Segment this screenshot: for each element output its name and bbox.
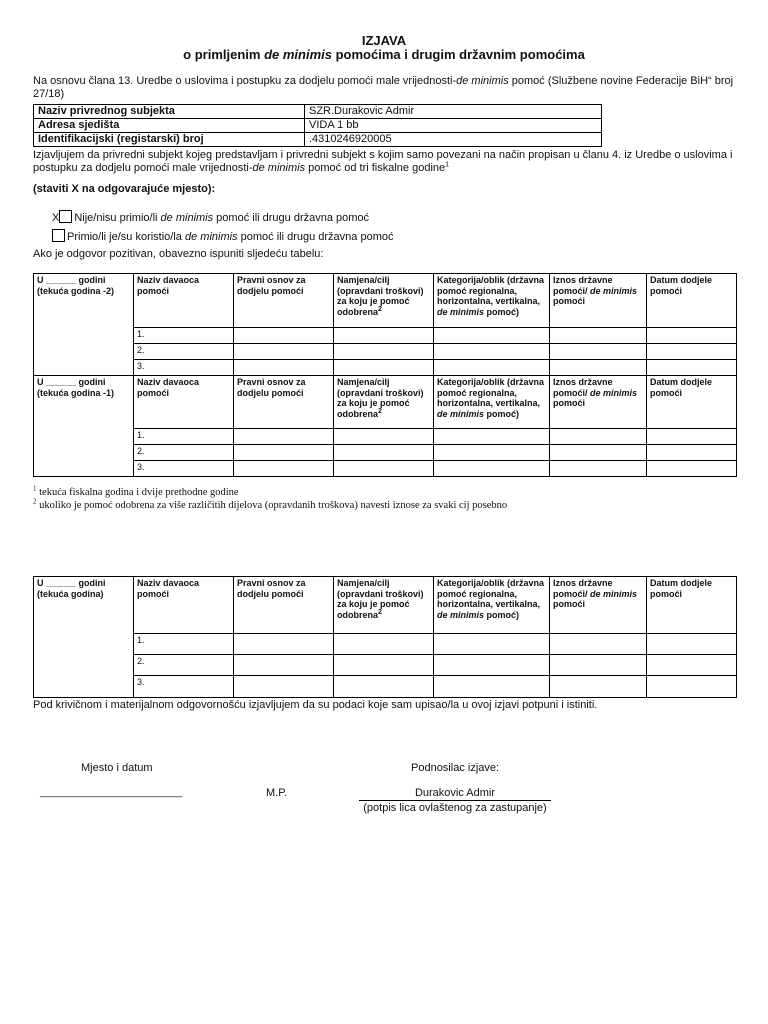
table-cell[interactable] [647, 429, 737, 445]
table-cell[interactable] [434, 461, 550, 477]
table-cell[interactable] [434, 344, 550, 360]
col-header-date: Datum dodjele pomoći [647, 577, 737, 634]
applicant-name[interactable]: Durakovic Admir [359, 787, 551, 801]
option-mark: X [52, 212, 60, 224]
footnote-1 [33, 486, 239, 499]
table-cell[interactable] [234, 634, 334, 655]
year-block-current [34, 577, 737, 698]
amount-text: Iznos državne pomoći/ [553, 377, 613, 398]
info-row-address [34, 119, 602, 133]
table-cell[interactable] [334, 445, 434, 461]
amount-italic: de minimis [590, 387, 638, 398]
row-number: 2. [134, 445, 234, 461]
applicant-caption: (potpis lica ovlaštenog za zastupanje) [363, 802, 547, 814]
option-text-end: pomoć ili drugu državna pomoć [237, 231, 394, 243]
year-label: U ______ godini (tekuća godina -2) [34, 274, 134, 376]
info-label: Naziv privrednog subjekta [34, 105, 305, 119]
col-header-purpose [334, 376, 434, 429]
col-header-amount [550, 274, 647, 328]
year-label: U ______ godini (tekuća godina -1) [34, 376, 134, 477]
table-cell[interactable] [434, 676, 550, 698]
col-header-legal-basis: Pravni osnov za dodjelu pomoći [234, 577, 334, 634]
footnote-ref: 2 [378, 305, 382, 313]
header-row [34, 274, 737, 328]
table-cell[interactable] [234, 461, 334, 477]
footnote-marker: 2 [33, 497, 37, 506]
footnote-marker: 1 [33, 484, 37, 493]
category-text-end: pomoć) [484, 306, 520, 317]
liability-statement: Pod krivičnom i materijalnom odgovornošću izjavljujem da su podaci koje sam upisao/la u ovoj izjavi potpuni i istiniti. [33, 699, 598, 711]
table-cell[interactable] [647, 344, 737, 360]
document-title: IZJAVA [361, 33, 407, 48]
amount-text: Iznos državne pomoći/ [553, 578, 613, 599]
table-cell[interactable] [550, 461, 647, 477]
table-cell[interactable] [550, 634, 647, 655]
table-cell[interactable] [334, 676, 434, 698]
option-text-end: pomoć ili drugu državna pomoć [213, 212, 370, 224]
amount-text: Iznos državne pomoći/ [553, 275, 613, 296]
table-cell[interactable] [334, 429, 434, 445]
col-header-grantor: Naziv davaoca pomoći [134, 577, 234, 634]
year-label: U ______ godini (tekuća godina) [34, 577, 134, 698]
table-cell[interactable] [334, 328, 434, 344]
purpose-text: Namjena/cilj (opravdani troškovi) za koju je pomoć odobrena [337, 275, 424, 317]
col-header-category [434, 376, 550, 429]
option-not-received[interactable] [52, 210, 369, 225]
seal-label: M.P. [266, 787, 288, 799]
col-header-purpose [334, 274, 434, 328]
table-cell[interactable] [234, 676, 334, 698]
col-header-date: Datum dodjele pomoći [647, 274, 737, 328]
amount-italic: de minimis [590, 285, 638, 296]
row-number: 3. [134, 676, 234, 698]
intro-text: Na osnovu člana 13. Uredbe o uslovima i postupku za dodjelu pomoći male vrijednosti- [33, 75, 457, 87]
table-cell[interactable] [550, 344, 647, 360]
intro-paragraph [33, 75, 738, 101]
option-italic: de minimis [160, 212, 214, 224]
table-row [34, 328, 737, 344]
subtitle-text-end: pomoćima i drugim državnim pomoćima [332, 47, 585, 62]
table-row [34, 344, 737, 360]
row-number: 3. [134, 461, 234, 477]
table-cell[interactable] [550, 676, 647, 698]
table-cell[interactable] [647, 360, 737, 376]
header-row [34, 577, 737, 634]
category-text-end: pomoć) [484, 408, 520, 419]
info-value[interactable]: SZR.Durakovic Admir [305, 105, 602, 119]
checkbox[interactable] [59, 210, 72, 223]
table-cell[interactable] [234, 655, 334, 676]
category-text: Kategorija/oblik (državna pomoć regionalna, horizontalna, vertikalna, [437, 377, 545, 408]
col-header-legal-basis: Pravni osnov za dodjelu pomoći [234, 376, 334, 429]
table-cell[interactable] [647, 461, 737, 477]
category-italic: de minimis [437, 408, 485, 419]
row-number: 1. [134, 328, 234, 344]
declaration-italic: de minimis [252, 162, 306, 174]
place-date-label: Mjesto i datum [81, 762, 153, 774]
table-cell[interactable] [550, 445, 647, 461]
col-header-category [434, 577, 550, 634]
table-cell[interactable] [334, 461, 434, 477]
table-cell[interactable] [434, 328, 550, 344]
info-label: Identifikacijski (registarski) broj [34, 133, 305, 147]
info-value[interactable]: VIDA 1 bb [305, 119, 602, 133]
category-text: Kategorija/oblik (državna pomoć regionalna, horizontalna, vertikalna, [437, 578, 545, 609]
table-cell[interactable] [434, 445, 550, 461]
footnote-text: tekuća fiskalna godina i dvije prethodne godine [36, 487, 239, 498]
row-number: 1. [134, 429, 234, 445]
category-italic: de minimis [437, 306, 485, 317]
row-number: 2. [134, 344, 234, 360]
year-block-minus2 [34, 274, 737, 376]
declaration-paragraph [33, 149, 738, 175]
row-number: 1. [134, 634, 234, 655]
table-cell[interactable] [234, 445, 334, 461]
info-label: Adresa sjedišta [34, 119, 305, 133]
table-cell[interactable] [434, 655, 550, 676]
amount-italic: de minimis [590, 588, 638, 599]
purpose-text: Namjena/cilj (opravdani troškovi) za koju je pomoć odobrena [337, 377, 424, 419]
table-cell[interactable] [334, 655, 434, 676]
table-row [34, 461, 737, 477]
table-cell[interactable] [647, 655, 737, 676]
table-cell[interactable] [234, 344, 334, 360]
row-number: 2. [134, 655, 234, 676]
intro-text-end: pomoć (Službene novine Federacije BiH“ broj 27/18) [33, 75, 734, 100]
col-header-amount [550, 376, 647, 429]
place-date-line[interactable]: ___________________________ [40, 787, 183, 798]
table-cell[interactable] [234, 360, 334, 376]
footnote-2 [33, 499, 507, 512]
table-cell[interactable] [550, 360, 647, 376]
aid-table-previous-years [33, 273, 737, 477]
col-header-purpose [334, 577, 434, 634]
option-received[interactable] [52, 229, 393, 244]
checkbox[interactable] [52, 229, 65, 242]
table-cell[interactable] [434, 360, 550, 376]
table-cell[interactable] [334, 360, 434, 376]
instruction-text: (staviti X na odgovarajuće mjesto): [33, 183, 216, 195]
amount-text-end: pomoći [553, 296, 586, 306]
category-italic: de minimis [437, 609, 485, 620]
col-header-amount [550, 577, 647, 634]
table-cell[interactable] [550, 655, 647, 676]
option-text: Primio/li je/su koristio/la [67, 231, 185, 243]
info-row-id [34, 133, 602, 147]
table-row [34, 676, 737, 698]
amount-text-end: pomoći [553, 398, 586, 408]
purpose-text: Namjena/cilj (opravdani troškovi) za koju je pomoć odobrena [337, 578, 424, 620]
table-cell[interactable] [647, 445, 737, 461]
declaration-text-end: pomoć od tri fiskalne godine [305, 162, 446, 174]
table-cell[interactable] [550, 328, 647, 344]
table-cell[interactable] [334, 344, 434, 360]
table-cell[interactable] [550, 429, 647, 445]
table-cell[interactable] [434, 429, 550, 445]
table-row [34, 360, 737, 376]
intro-italic: de minimis [456, 75, 509, 87]
option-text: Nije/nisu primio/li [74, 212, 161, 224]
subtitle-text: o primljenim [183, 47, 265, 62]
company-info-table [33, 104, 602, 147]
table-row [34, 445, 737, 461]
declaration-text: Izjavljujem da privredni subjekt kojeg predstavljam i privredni subjekt s kojim samo povezani na način propisan u članu 4. iz Uredbe o uslovima i postupku za dodjelu pomoći male vrijednosti- [33, 149, 733, 174]
subtitle-italic: de minimis [264, 47, 332, 62]
info-value[interactable]: .4310246920005 [305, 133, 602, 147]
document-subtitle [0, 47, 768, 62]
col-header-grantor: Naziv davaoca pomoći [134, 376, 234, 429]
table-row [34, 429, 737, 445]
table-row [34, 634, 737, 655]
info-row-name [34, 105, 602, 119]
option-italic: de minimis [184, 231, 238, 243]
table-cell[interactable] [234, 429, 334, 445]
footnote-text: ukoliko je pomoć odobrena za više različitih dijelova (opravdanih troškova) navesti iznose za svaki cij posebno [36, 500, 508, 511]
header-row [34, 376, 737, 429]
table-row [34, 655, 737, 676]
table-cell[interactable] [434, 634, 550, 655]
category-text-end: pomoć) [484, 609, 520, 620]
col-header-date: Datum dodjele pomoći [647, 376, 737, 429]
table-cell[interactable] [334, 634, 434, 655]
amount-text-end: pomoći [553, 599, 586, 609]
footnote-ref: 2 [378, 407, 382, 415]
table-cell[interactable] [647, 634, 737, 655]
table-cell[interactable] [647, 676, 737, 698]
col-header-grantor: Naziv davaoca pomoći [134, 274, 234, 328]
footnote-ref: 2 [378, 608, 382, 616]
aid-table-current-year [33, 576, 737, 698]
col-header-legal-basis: Pravni osnov za dodjelu pomoći [234, 274, 334, 328]
table-cell[interactable] [647, 328, 737, 344]
year-block-minus1 [34, 376, 737, 477]
row-number: 3. [134, 360, 234, 376]
applicant-label: Podnosilac izjave: [411, 762, 500, 774]
if-positive-text: Ako je odgovor pozitivan, obavezno ispuniti sljedeću tabelu: [33, 248, 324, 260]
category-text: Kategorija/oblik (državna pomoć regionalna, horizontalna, vertikalna, [437, 275, 545, 306]
col-header-category [434, 274, 550, 328]
footnote-ref: 1 [445, 161, 450, 169]
table-cell[interactable] [234, 328, 334, 344]
